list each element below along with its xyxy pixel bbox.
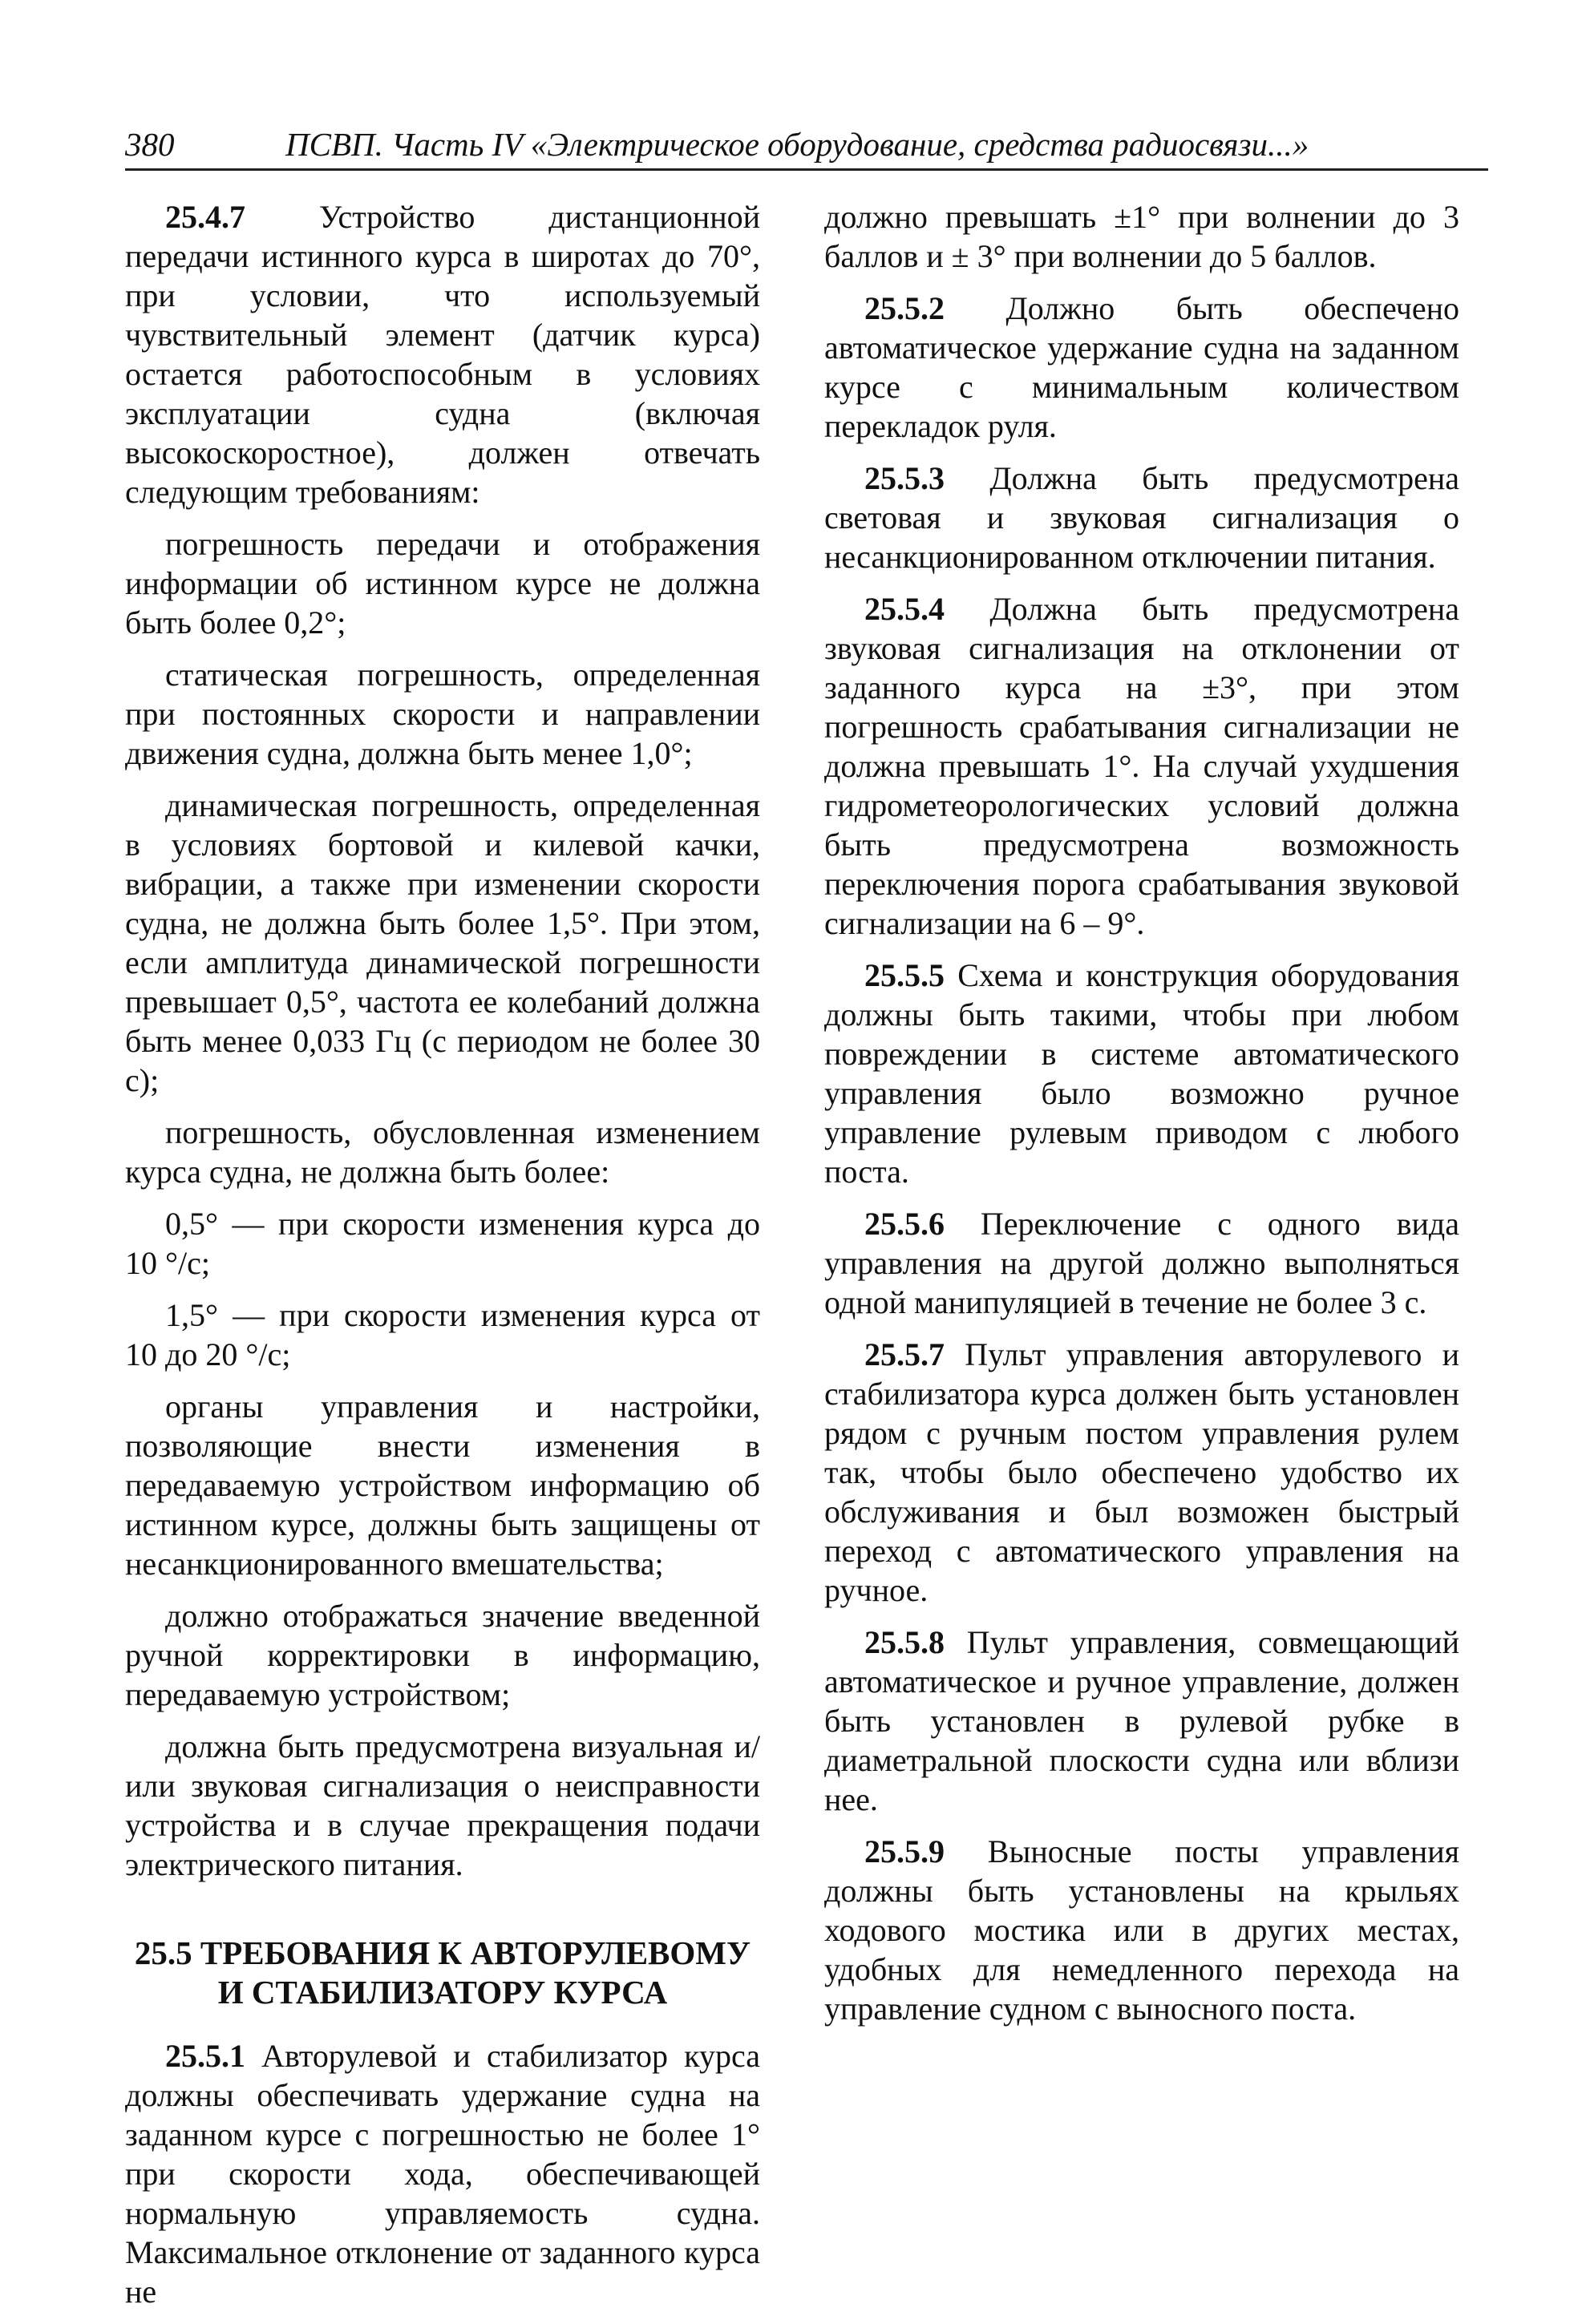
paragraph-text: Переключение с одного вида управления на другой должно выполняться одной манипуляцией в течение не более 3 с.: [824, 1206, 1459, 1320]
paragraph-25-5-2: [824, 289, 1459, 446]
page-header: [125, 120, 1488, 171]
running-title: ПСВП. Часть IV «Электрическое оборудование, средства радиосвязи...»: [285, 126, 1309, 163]
paragraph-text: Должно быть обеспечено автоматическое удержание судна на заданном курсе с минимальным количеством перекладок руля.: [824, 290, 1460, 444]
section-heading-line: И СТАБИЛИЗАТОРУ КУРСА: [217, 1974, 668, 2011]
paragraph-number: 25.4.7: [165, 199, 245, 235]
paragraph-number: 25.5.1: [165, 2038, 245, 2074]
paragraph-25-5-7: [824, 1335, 1459, 1610]
right-column: [824, 197, 1459, 2041]
section-heading-line: 25.5 ТРЕБОВАНИЯ К АВТОРУЛЕВОМУ: [134, 1934, 751, 1971]
paragraph-number: 25.5.3: [864, 460, 945, 496]
list-item: динамическая погрешность, определенная в условиях бортовой и килевой качки, вибрации, а также при изменении скорости судна, не должна быть более 1,5°. При этом, если амплитуда динамической погрешности превышает 0,5°, частота ее колебаний должна быть менее 0,033 Гц (с периодом не более 30 с);: [125, 787, 760, 1098]
paragraph-25-4-7: [125, 197, 760, 511]
list-item: должно отображаться значение введенной ручной корректировки в информацию, передаваемую устройством;: [125, 1598, 760, 1712]
paragraph-number: 25.5.6: [864, 1206, 945, 1242]
list-item: погрешность, обусловленная изменением курса судна, не должна быть более:: [125, 1114, 760, 1190]
paragraph-text: Должна быть предусмотрена звуковая сигнализация на отклонении от заданного курса на ±3°, при этом погрешность срабатывания сигнализации не должна превышать 1°. На случай ухудшения гидрометеорологических условий должна быть предусмотрена возможность переключения порога срабатывания звуковой сигнализации на 6 – 9°.: [824, 591, 1459, 941]
list-item: статическая погрешность, определенная при постоянных скорости и направлении движения судна, должна быть менее 1,0°;: [125, 657, 760, 771]
paragraph-number: 25.5.5: [864, 957, 945, 993]
paragraph-text: Устройство дистанционной передачи истинного курса в широтах до 70°, при условии, что используемый чувствительный элемент (датчик курса) остается работоспособным в условиях эксплуатации судна (включая высокоскоростное), должен отвечать следующим требованиям:: [125, 199, 760, 510]
paragraph-number: 25.5.7: [864, 1336, 945, 1372]
list-item: 0,5° — при скорости изменения курса до 10 °/c;: [125, 1206, 760, 1281]
paragraph-25-5-4: [824, 589, 1459, 943]
paragraph-25-5-6: [824, 1204, 1459, 1322]
paragraph-25-5-3: [824, 459, 1459, 576]
paragraph-text: Схема и конструкция оборудования должны быть такими, чтобы при любом повреждении в системе автоматического управления было возможно ручное управление рулевым приводом с любого поста.: [824, 957, 1460, 1190]
list-item: должна быть предусмотрена визуальная и/или звуковая сигнализация о неисправности устройства и в случае прекращения подачи электрического питания.: [125, 1728, 760, 1882]
paragraph-number: 25.5.4: [864, 591, 945, 627]
paragraph-25-5-9: [824, 1832, 1459, 2028]
paragraph-25-5-8: [824, 1623, 1459, 1819]
list-item: 1,5° — при скорости изменения курса от 10 до 20 °/c;: [125, 1297, 760, 1372]
paragraph-25-5-5: [824, 956, 1459, 1191]
paragraph-text: Должна быть предусмотрена световая и звуковая сигнализация о несанкционированном отключении питания.: [824, 460, 1459, 575]
paragraph-text: Пульт управления, совмещающий автоматическое и ручное управление, должен быть установлен в рулевой рубке в диаметральной плоскости судна или вблизи нее.: [824, 1624, 1460, 1817]
section-heading: [125, 1934, 760, 2012]
left-column: [125, 197, 760, 2324]
paragraph-number: 25.5.2: [864, 290, 945, 326]
page-number: 380: [125, 126, 175, 163]
paragraph-text: Пульт управления авторулевого и стабилизатора курса должен быть установлен рядом с ручным постом управления рулем так, чтобы было обеспечено удобство их обслуживания и был возможен быстрый переход с автоматического управления на ручное.: [824, 1336, 1459, 1608]
paragraph-number: 25.5.8: [864, 1624, 945, 1660]
paragraph-text: Авторулевой и стабилизатор курса должны обеспечивать удержание судна на заданном курсе с погрешностью не более 1° при скорости хода, обеспечивающей нормальную управляемость судна. Максимальное отклонение от заданного курса не: [125, 2038, 760, 2310]
paragraph-number: 25.5.9: [864, 1833, 945, 1869]
paragraph-text: Выносные посты управления должны быть установлены на крыльях ходового мостика или в других местах, удобных для немедленного перехода на управление судном с выносного поста.: [824, 1833, 1459, 2027]
paragraph-continuation: должно превышать ±1° при волнении до 3 баллов и ± 3° при волнении до 5 баллов.: [824, 199, 1459, 274]
list-item: погрешность передачи и отображения информации об истинном курсе не должна быть более 0,2°;: [125, 526, 760, 641]
paragraph-25-5-1: [125, 2036, 760, 2311]
list-item: органы управления и настройки, позволяющие внести изменения в передаваемую устройством информацию об истинном курсе, должны быть защищены от несанкционированного вмешательства;: [125, 1388, 760, 1582]
